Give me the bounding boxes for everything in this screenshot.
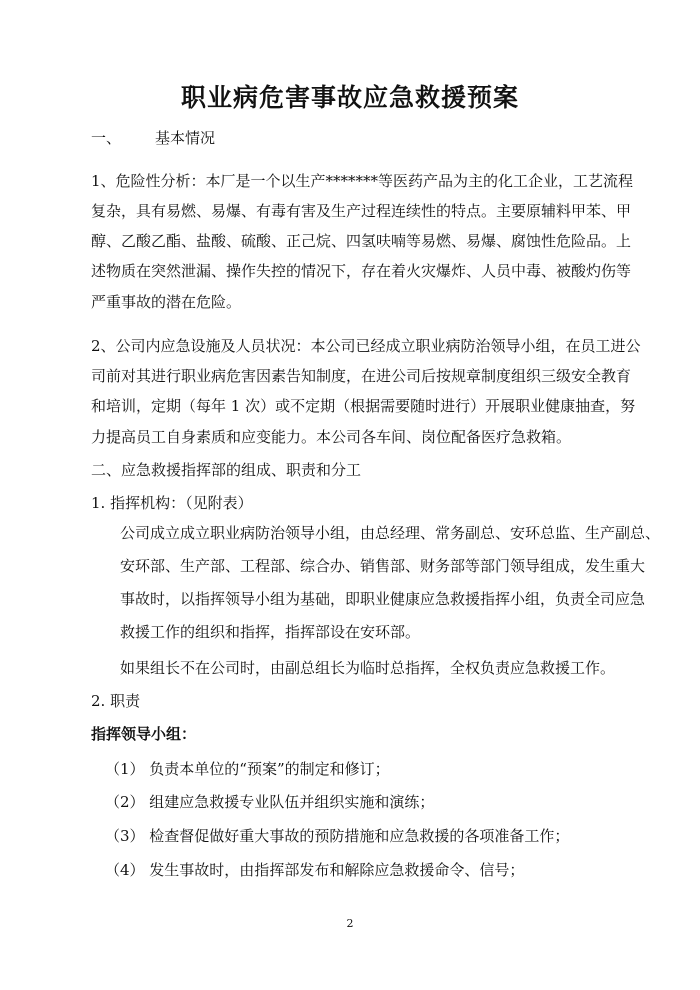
paragraph-1-line-5: 严重事故的潜在危险。 [91, 293, 242, 311]
page-number: 2 [346, 917, 354, 930]
paragraph-1-line-2: 复杂，具有易燃、易爆、有毒有害及生产过程连续性的特点。主要原辅料甲苯、甲 [91, 202, 632, 220]
duty-item-4: （4） 发生事故时，由指挥部发布和解除应急救援命令、信号； [105, 861, 525, 879]
subsection-1-heading: 1. 指挥机构：（见附表） [91, 494, 253, 512]
duty-item-2: （2） 组建应急救援专业队伍并组织实施和演练； [105, 793, 435, 811]
paragraph-2-line-4: 力提高员工自身素质和应变能力。本公司各车间、岗位配备医疗急救箱。 [91, 428, 572, 446]
section-1-title: 基本情况 [155, 129, 216, 147]
paragraph-2-line-3: 和培训，定期（每年 1 次）或不定期（根据需要随时进行）开展职业健康抽查，努 [91, 397, 636, 415]
section-1-number: 一、 [91, 129, 122, 147]
paragraph-3-line-1: 公司成立成立职业病防治领导小组，由总经理、常务副总、安环总监、生产副总、 [120, 524, 661, 542]
paragraph-1-line-3: 醇、乙酸乙酯、盐酸、硫酸、正己烷、四氢呋喃等易燃、易爆、腐蚀性危险品。上 [91, 232, 632, 250]
paragraph-4: 如果组长不在公司时，由副总组长为临时总指挥，全权负责应急救援工作。 [120, 659, 616, 677]
paragraph-1-line-4: 述物质在突然泄漏、操作失控的情况下，存在着火灾爆炸、人员中毒、被酸灼伤等 [91, 262, 632, 280]
paragraph-3-line-3: 事故时，以指挥领导小组为基础，即职业健康应急救援指挥小组，负责全司应急 [120, 590, 646, 608]
paragraph-1-line-1: 1、危险性分析：本厂是一个以生产*******等医药产品为主的化工企业，工艺流程 [91, 172, 634, 190]
section-2-heading: 二、应急救援指挥部的组成、职责和分工 [91, 461, 362, 479]
duty-item-3: （3） 检查督促做好重大事故的预防措施和应急救援的各项准备工作； [105, 827, 570, 845]
paragraph-2-line-2: 司前对其进行职业病危害因素告知制度，在进公司后按规章制度组织三级安全教育 [91, 367, 632, 385]
duty-item-1: （1） 负责本单位的“预案”的制定和修订； [105, 760, 390, 778]
subsection-2-heading: 2. 职责 [91, 692, 141, 710]
section-1-heading [91, 128, 615, 148]
paragraph-3-line-4: 救援工作的组织和指挥，指挥部设在安环部。 [120, 623, 421, 641]
document-title: 职业病危害事故应急救援预案 [180, 83, 519, 112]
group-heading: 指挥领导小组： [91, 725, 197, 743]
paragraph-3-line-2: 安环部、生产部、工程部、综合办、销售部、财务部等部门领导组成，发生重大 [120, 557, 646, 575]
paragraph-2-line-1: 2、公司内应急设施及人员状况：本公司已经成立职业病防治领导小组，在员工进公 [91, 337, 641, 355]
